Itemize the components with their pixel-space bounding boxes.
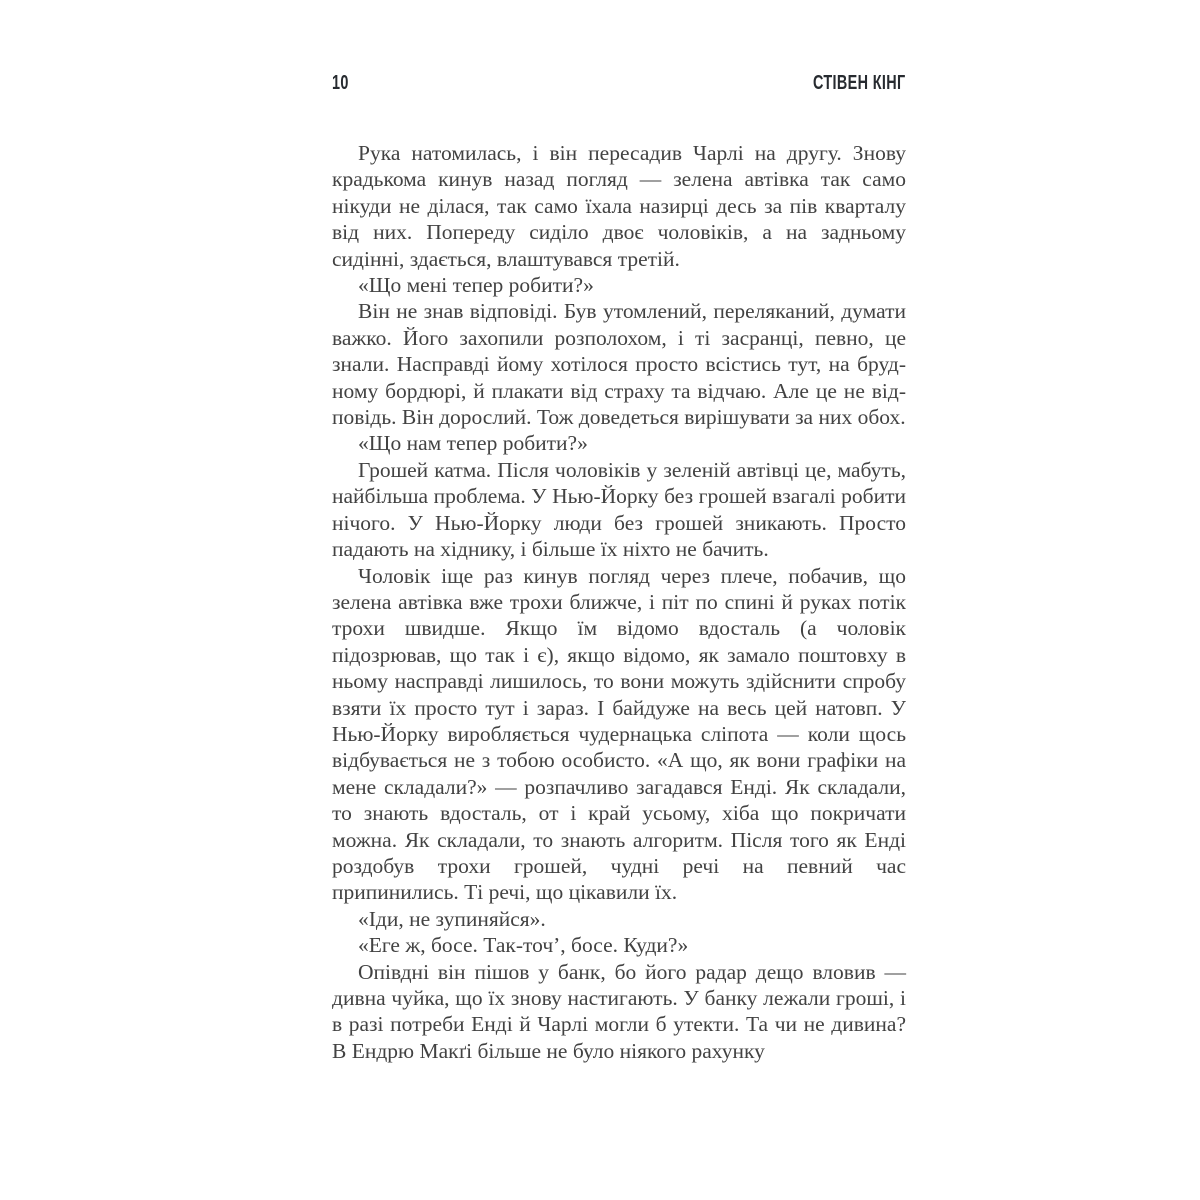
page-number: 10 <box>332 72 349 94</box>
paragraph: Рука натомилась, і він пересадив Чарлі на другу. Знову крадькома кинув назад погляд — зелена автівка так само нікуди не ділася, так само їхала назирці десь за пів кварталу від них. Попереду сиділо двоє чоловіків, а на задньому сидінні, здається, влаштувався третій. <box>332 141 906 271</box>
paragraph: «Еге ж, босе. Так-точ’, босе. Куди?» <box>358 933 689 958</box>
paragraph: Чоловік іще раз кинув погляд через плече, побачив, що зелена автівка вже трохи ближче, і піт по спині й руках потік трохи швидше. Якщо їм відомо вдосталь (а чоловік підозрював, що так і є), якщо відомо, як замало поштовху в ньому насправді лишилось, то вони можуть здійснити спробу взяти їх просто тут і зараз. І байдуже на весь цей натовп. У Нью-Йорку виробляється чудернацька сліпота — коли щось відбувається не з тобою особисто. «А що, як вони графіки на мене складали?» — розпачливо загадався Енді. Як складали, то знають вдосталь, от і край усьому, хіба що покричати можна. Як складали, то знають алгоритм. Після того як Енді роздобув трохи грошей, чудні речі на певний час припинились. Ті речі, що цікавили їх. <box>332 563 906 905</box>
body-text <box>332 140 906 1064</box>
page-header <box>332 72 906 96</box>
paragraph: «Іди, не зупиняйся». <box>358 906 546 931</box>
running-title: СТІВЕН КІНГ <box>813 72 906 94</box>
paragraph: «Що нам тепер робити?» <box>358 431 588 456</box>
paragraph: Грошей катма. Після чоловіків у зеленій автівці це, мабуть, найбільша проблема. У Нью-Йорку без грошей взагалі робити нічого. У Нью-Йорку люди без грошей зникають. Просто падають на хіднику, і більше їх ніхто не бачить. <box>332 457 906 562</box>
paragraph: Опівдні він пішов у банк, бо його радар дещо вловив — дивна чуйка, що їх знову настигають. У банку лежали гроші, і в разі потреби Енді й Чарлі могли б утекти. Та чи не дивина? В Ендрю Макґі більше не було ніякого рахунку <box>332 959 906 1063</box>
paragraph: «Що мені тепер робити?» <box>358 273 594 298</box>
text-column <box>332 72 906 1064</box>
paragraph: Він не знав відповіді. Був утомлений, переляканий, думати важко. Його захопили розполохом, і ті засранці, певно, це знали. Насправді йому хотілося просто всістись тут, на брудному бордюрі, й плакати від страху та відчаю. Але це не відповідь. Він дорослий. Тож доведеться вирішувати за них обох. <box>332 299 906 430</box>
